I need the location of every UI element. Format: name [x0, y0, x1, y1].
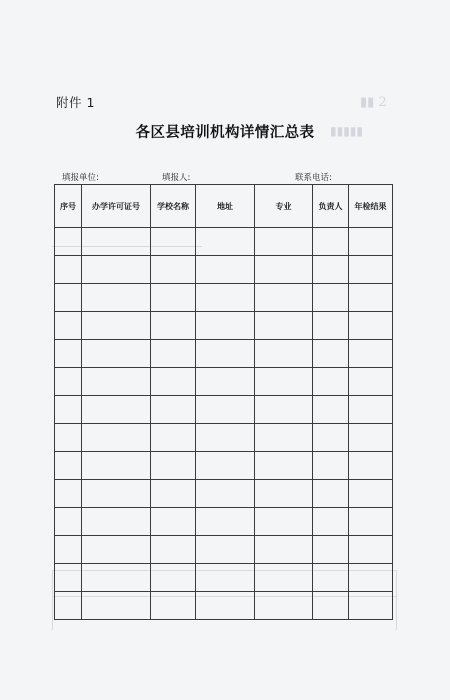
- annex-label: 附件 1: [56, 95, 95, 110]
- table-cell: [196, 228, 255, 256]
- table-cell: [349, 284, 393, 312]
- table-cell: [151, 228, 196, 256]
- show-through-ghost: [52, 570, 53, 630]
- table-cell: [255, 368, 313, 396]
- table-cell: [255, 480, 313, 508]
- table-cell: [349, 256, 393, 284]
- column-header-index: 序号: [55, 185, 82, 228]
- table-cell: [255, 340, 313, 368]
- column-header-school-name: 学校名称: [151, 185, 196, 228]
- column-header-license-no: 办学许可证号: [82, 185, 151, 228]
- table-cell: [55, 256, 82, 284]
- column-header-person-in-charge: 负责人: [313, 185, 349, 228]
- table-cell: [196, 452, 255, 480]
- table-row: [55, 536, 393, 564]
- table-cell: [349, 536, 393, 564]
- table-cell: [313, 424, 349, 452]
- table-cell: [349, 228, 393, 256]
- table-cell: [313, 256, 349, 284]
- table-cell: [55, 284, 82, 312]
- table-cell: [196, 536, 255, 564]
- table-cell: [55, 480, 82, 508]
- table-cell: [255, 312, 313, 340]
- table-cell: [151, 452, 196, 480]
- table-cell: [151, 340, 196, 368]
- table-cell: [55, 368, 82, 396]
- column-header-major: 专业: [255, 185, 313, 228]
- table-cell: [82, 592, 151, 620]
- table-cell: [313, 592, 349, 620]
- table-cell: [349, 508, 393, 536]
- table-cell: [255, 228, 313, 256]
- table-cell: [349, 592, 393, 620]
- table-cell: [313, 340, 349, 368]
- table-cell: [349, 368, 393, 396]
- table-cell: [313, 480, 349, 508]
- table-cell: [255, 396, 313, 424]
- table-cell: [313, 312, 349, 340]
- table-cell: [196, 284, 255, 312]
- table-cell: [82, 480, 151, 508]
- contact-phone-label: 联系电话:: [295, 173, 332, 183]
- filler-label: 填报人:: [162, 173, 191, 183]
- table-row: [55, 592, 393, 620]
- table-cell: [82, 396, 151, 424]
- table-cell: [55, 508, 82, 536]
- table-cell: [151, 564, 196, 592]
- table-row: [55, 284, 393, 312]
- table-cell: [349, 480, 393, 508]
- table-cell: [82, 228, 151, 256]
- table-cell: [255, 508, 313, 536]
- table-row: [55, 312, 393, 340]
- table-cell: [196, 592, 255, 620]
- table-cell: [82, 452, 151, 480]
- table-cell: [82, 564, 151, 592]
- table-cell: [55, 592, 82, 620]
- table-cell: [55, 312, 82, 340]
- show-through-ghost: ▮▮▮▮▮: [330, 124, 364, 138]
- table-cell: [151, 396, 196, 424]
- table-body: [55, 228, 393, 620]
- table-row: [55, 452, 393, 480]
- table-cell: [349, 424, 393, 452]
- table-cell: [196, 508, 255, 536]
- table-cell: [151, 312, 196, 340]
- table-cell: [313, 284, 349, 312]
- table-cell: [255, 424, 313, 452]
- table-cell: [151, 480, 196, 508]
- training-institutions-table: [54, 184, 393, 620]
- table-cell: [55, 228, 82, 256]
- table-cell: [55, 424, 82, 452]
- table-cell: [151, 256, 196, 284]
- table-cell: [82, 536, 151, 564]
- table-cell: [255, 592, 313, 620]
- table-cell: [349, 312, 393, 340]
- table-cell: [151, 592, 196, 620]
- page-title: 各区县培训机构详情汇总表: [135, 124, 315, 141]
- table-cell: [313, 508, 349, 536]
- table-row: [55, 480, 393, 508]
- table-cell: [255, 284, 313, 312]
- table-cell: [313, 536, 349, 564]
- table-row: [55, 368, 393, 396]
- table-cell: [55, 340, 82, 368]
- column-header-inspection-result: 年检结果: [349, 185, 393, 228]
- table-cell: [196, 480, 255, 508]
- table-cell: [55, 536, 82, 564]
- table-cell: [82, 340, 151, 368]
- table-row: [55, 340, 393, 368]
- table-cell: [255, 256, 313, 284]
- table-cell: [151, 368, 196, 396]
- table-cell: [196, 396, 255, 424]
- table-cell: [196, 564, 255, 592]
- table-cell: [313, 228, 349, 256]
- table-cell: [196, 424, 255, 452]
- table-cell: [82, 256, 151, 284]
- table-row: [55, 508, 393, 536]
- table-cell: [151, 284, 196, 312]
- table-cell: [82, 284, 151, 312]
- table-cell: [55, 396, 82, 424]
- table-cell: [196, 368, 255, 396]
- table-cell: [55, 452, 82, 480]
- table-row: [55, 256, 393, 284]
- table-cell: [313, 396, 349, 424]
- table-cell: [151, 536, 196, 564]
- table-cell: [349, 452, 393, 480]
- table-cell: [313, 452, 349, 480]
- table-row: [55, 564, 393, 592]
- table-cell: [55, 564, 82, 592]
- table-row: [55, 228, 393, 256]
- table-row: [55, 396, 393, 424]
- table-cell: [255, 536, 313, 564]
- table-cell: [196, 312, 255, 340]
- table-cell: [349, 396, 393, 424]
- table-cell: [82, 424, 151, 452]
- table-cell: [255, 564, 313, 592]
- fill-unit-label: 填报单位:: [62, 173, 99, 183]
- table-cell: [82, 508, 151, 536]
- table-row: [55, 424, 393, 452]
- table-cell: [82, 312, 151, 340]
- table-cell: [313, 564, 349, 592]
- table-cell: [196, 340, 255, 368]
- table-cell: [255, 452, 313, 480]
- table-cell: [313, 368, 349, 396]
- table-cell: [151, 424, 196, 452]
- table-cell: [196, 256, 255, 284]
- column-header-address: 地址: [196, 185, 255, 228]
- show-through-ghost: ▮▮ 2: [360, 95, 387, 110]
- table-cell: [82, 368, 151, 396]
- table-cell: [349, 564, 393, 592]
- table-cell: [349, 340, 393, 368]
- table-header-row: [55, 185, 393, 228]
- table-cell: [151, 508, 196, 536]
- show-through-ghost: [396, 570, 397, 630]
